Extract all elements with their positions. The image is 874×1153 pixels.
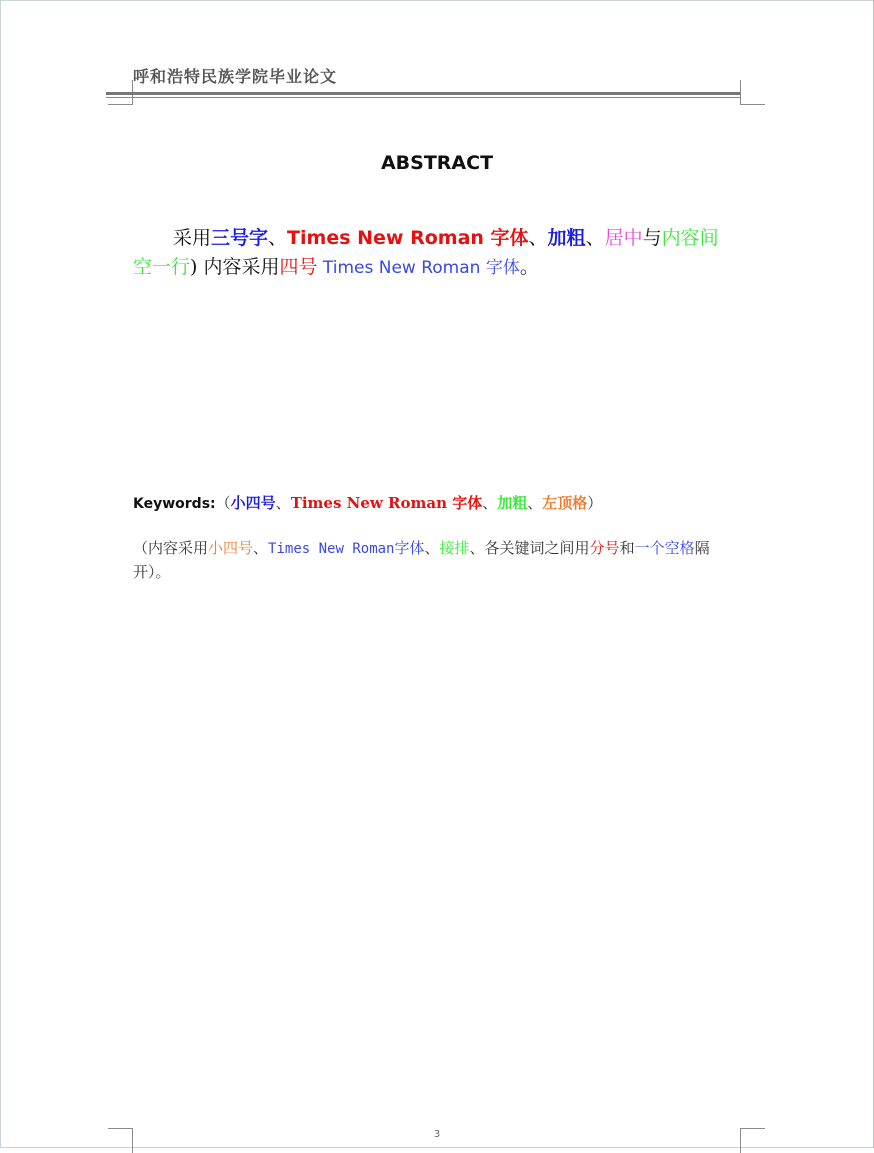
text-run: 小四号 — [230, 494, 276, 512]
text-run: 四号 — [279, 256, 318, 278]
text-run: 、 — [585, 227, 605, 249]
text-run: Times New Roman — [268, 541, 395, 557]
text-run: 、 — [424, 539, 440, 557]
text-run: （ — [215, 494, 231, 512]
text-run: 字体 — [394, 539, 425, 557]
text-run: 、 — [275, 494, 291, 512]
text-run: 分号 — [589, 539, 620, 557]
text-run: Times New Roman 字体 — [317, 258, 520, 278]
text-run: Times New Roman 字体 — [290, 494, 483, 512]
text-run: （内容采用 — [133, 539, 209, 557]
keywords-line — [133, 491, 602, 516]
keywords-note-paragraph — [133, 537, 743, 584]
text-run: 加粗 — [547, 227, 586, 249]
text-run: 、 — [482, 494, 498, 512]
text-run: 、 — [268, 227, 288, 249]
text-run: 、各关键词之间用 — [469, 539, 590, 557]
header-rule-thick — [106, 92, 740, 95]
text-run: 采用 — [173, 227, 212, 249]
text-run: 加粗 — [497, 494, 528, 512]
header-rule-thin — [106, 97, 740, 98]
text-run: 三号字 — [211, 227, 269, 249]
text-run: 左顶格 — [542, 494, 588, 512]
crop-mark-top-right — [740, 80, 765, 105]
keywords-label: Keywords: — [133, 496, 216, 512]
text-run: 、 — [253, 539, 269, 557]
text-run: 一个空格 — [634, 539, 695, 557]
text-run: 。 — [519, 256, 539, 278]
text-run: 、 — [527, 494, 543, 512]
text-run: 与 — [642, 227, 662, 249]
text-run: 接排 — [439, 539, 470, 557]
text-run: ） — [587, 494, 603, 512]
text-run: 隔开）。 — [133, 539, 710, 581]
text-run: 居中 — [604, 227, 643, 249]
text-run: 小四号 — [208, 539, 254, 557]
text-run: 、 — [528, 227, 548, 249]
abstract-heading: ABSTRACT — [380, 152, 494, 174]
text-run: Times New Roman 字体 — [287, 227, 529, 249]
page-number: 3 — [433, 1129, 441, 1140]
running-header-title: 呼和浩特民族学院毕业论文 — [133, 67, 338, 86]
text-run: 内容间空一行 — [133, 227, 719, 278]
text-run: 和 — [619, 539, 635, 557]
abstract-body-paragraph — [133, 224, 733, 283]
text-run: ) 内容采用 — [190, 256, 280, 278]
